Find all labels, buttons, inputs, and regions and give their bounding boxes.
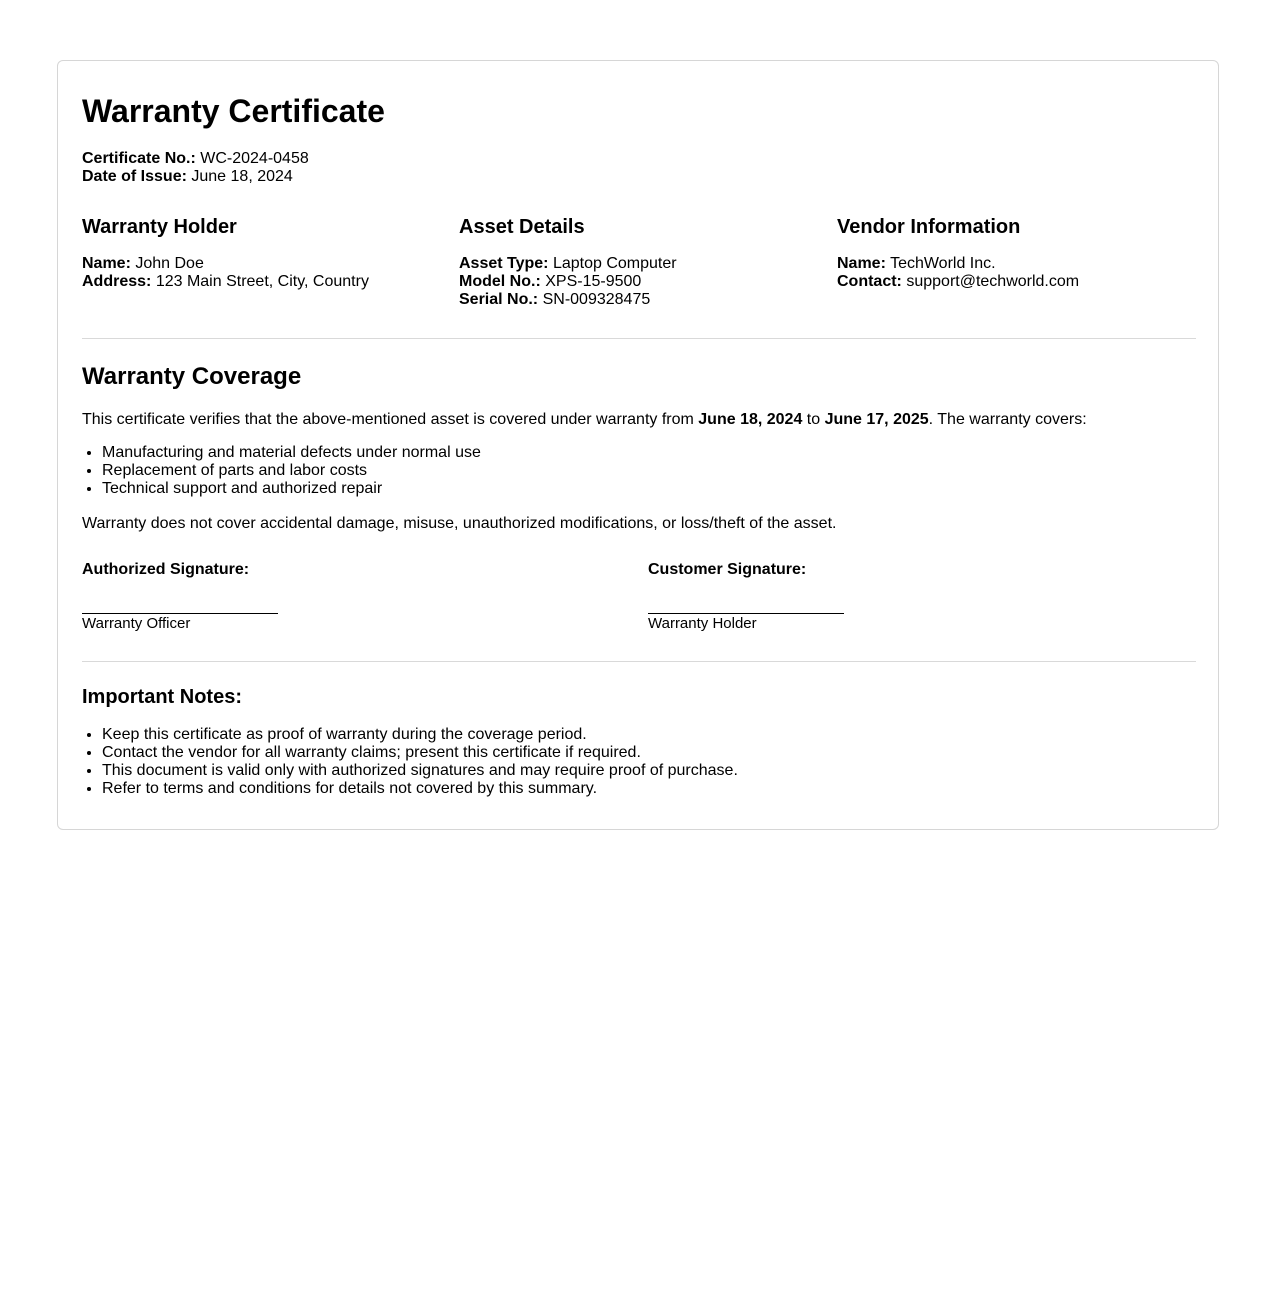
coverage-start-date: June 18, 2024 [698, 411, 803, 428]
model-number-row [459, 273, 819, 291]
important-notes-list [82, 726, 738, 798]
authorized-signature-role: Warranty Officer [82, 615, 191, 632]
certificate-card [57, 60, 1219, 830]
customer-signature-block [648, 560, 1048, 633]
warranty-coverage-heading: Warranty Coverage [82, 363, 302, 390]
certificate-meta [82, 150, 309, 186]
serial-number-row [459, 291, 819, 309]
coverage-item: • Replacement of parts and labor costs [102, 462, 481, 480]
asset-details-fields [459, 255, 819, 309]
asset-details-section [459, 215, 819, 309]
coverage-exclusion: Warranty does not cover accidental damage, misuse, unauthorized modifications, or loss/theft of the asset. [82, 515, 837, 532]
note-item: • Refer to terms and conditions for details not covered by this summary. [102, 780, 738, 798]
coverage-statement [82, 410, 1087, 430]
coverage-intro-text: This certificate verifies that the above-mentioned asset is covered under warranty from [82, 411, 699, 428]
coverage-intro-end: . The warranty covers: [928, 411, 1087, 428]
model-number-value: XPS-15-9500 [545, 273, 642, 290]
issue-date-label: Date of Issue: [82, 168, 187, 185]
note-item: • This document is valid only with authorized signatures and may require proof of purchase. [102, 762, 738, 780]
certificate-number-label: Certificate No.: [82, 150, 196, 167]
section-divider [82, 338, 1196, 339]
customer-signature-line [648, 613, 844, 614]
certificate-number-row [82, 150, 309, 168]
section-divider [82, 661, 1196, 662]
page-title: Warranty Certificate [82, 93, 385, 129]
vendor-contact-label: Contact: [837, 273, 902, 290]
coverage-end-date: June 17, 2025 [824, 411, 929, 428]
vendor-name-value: TechWorld Inc. [890, 255, 996, 272]
note-item: • Contact the vendor for all warranty claims; present this certificate if required. [102, 744, 738, 762]
issue-date-row [82, 168, 309, 186]
warranty-holder-heading: Warranty Holder [82, 216, 237, 238]
model-number-label: Model No.: [459, 273, 541, 290]
coverage-item: • Manufacturing and material defects under normal use [102, 444, 481, 462]
vendor-name-row [837, 255, 1197, 273]
customer-signature-role: Warranty Holder [648, 615, 757, 632]
issue-date-value: June 18, 2024 [191, 168, 293, 185]
asset-type-value: Laptop Computer [552, 255, 677, 272]
authorized-signature-block [82, 560, 482, 633]
asset-type-label: Asset Type: [459, 255, 549, 272]
coverage-list [82, 444, 481, 498]
coverage-item: • Technical support and authorized repair [102, 480, 481, 498]
serial-number-value: SN-009328475 [542, 291, 651, 308]
warranty-holder-fields [82, 255, 442, 291]
vendor-information-heading: Vendor Information [837, 216, 1021, 238]
vendor-contact-row [837, 273, 1197, 291]
vendor-information-section [837, 215, 1197, 291]
vendor-information-fields [837, 255, 1197, 291]
certificate-number-value: WC-2024-0458 [200, 150, 309, 167]
vendor-name-label: Name: [837, 255, 886, 272]
holder-address-label: Address: [82, 273, 152, 290]
serial-number-label: Serial No.: [459, 291, 539, 308]
note-item: • Keep this certificate as proof of warranty during the coverage period. [102, 726, 738, 744]
holder-name-label: Name: [82, 255, 131, 272]
coverage-intro-middle: to [802, 411, 825, 428]
important-notes-heading: Important Notes: [82, 686, 242, 708]
asset-type-row [459, 255, 819, 273]
asset-details-heading: Asset Details [459, 216, 585, 238]
authorized-signature-line [82, 613, 278, 614]
vendor-contact-value: support@techworld.com [906, 273, 1080, 290]
customer-signature-label: Customer Signature: [648, 561, 807, 578]
warranty-holder-section [82, 215, 442, 291]
holder-name-row [82, 255, 442, 273]
holder-name-value: John Doe [135, 255, 204, 272]
holder-address-row [82, 273, 442, 291]
authorized-signature-label: Authorized Signature: [82, 561, 250, 578]
holder-address-value: 123 Main Street, City, Country [155, 273, 369, 290]
